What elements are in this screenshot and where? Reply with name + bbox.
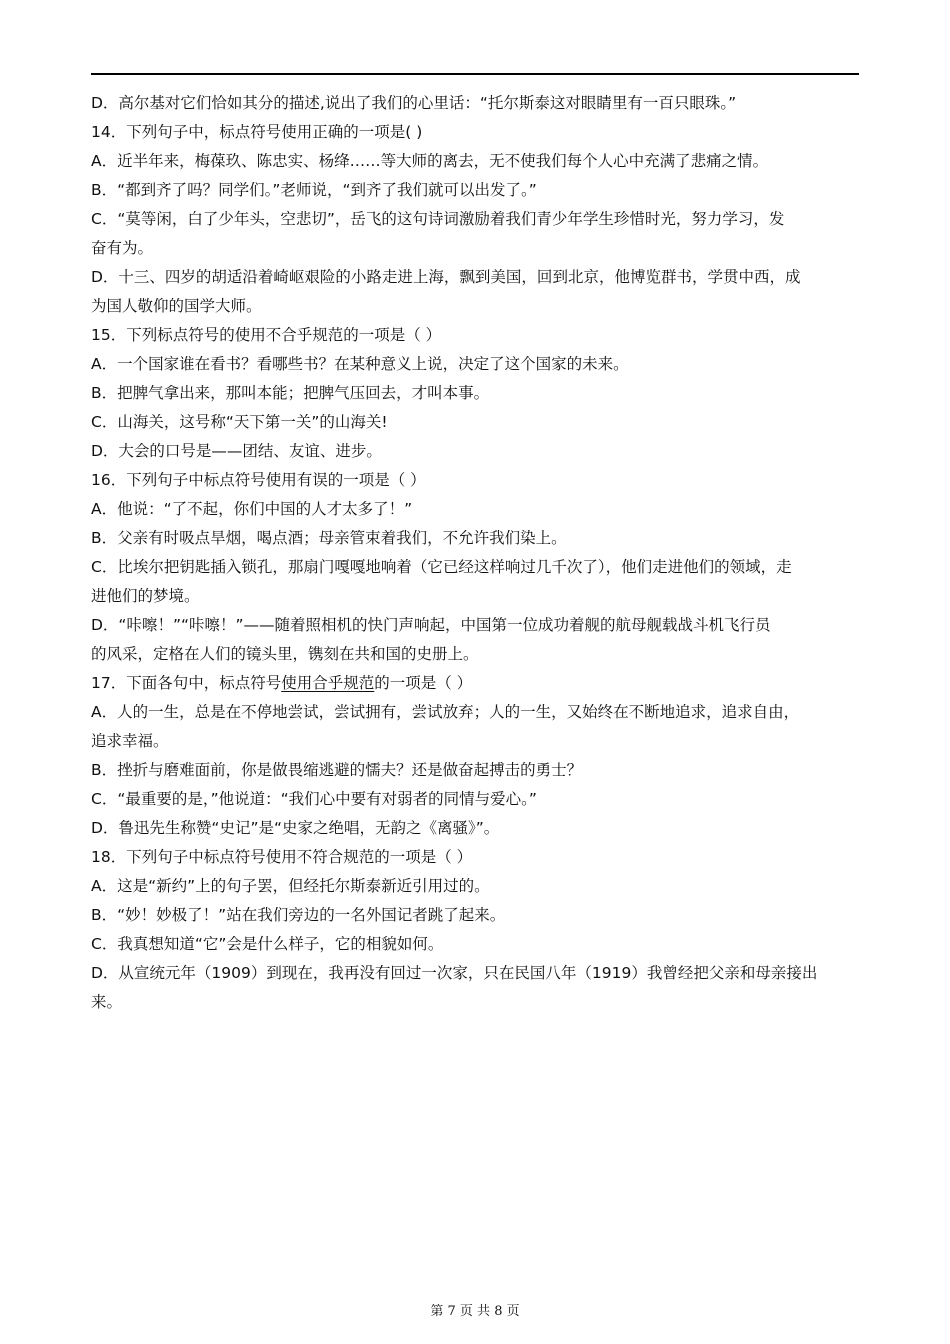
question-list bbox=[91, 89, 859, 1017]
page-number: 第 7 页 共 8 页 bbox=[430, 1304, 520, 1319]
q14-option-c: C．“莫等闲，白了少年头，空悲切”，岳飞的这句诗词激励着我们青少年学生珍惜时光，努力学习，发 bbox=[91, 210, 785, 228]
q18-option-c: C．我真想知道“它”会是什么样子，它的相貌如何。 bbox=[91, 935, 444, 953]
q18-option-a: A．这是“新约”上的句子罢，但经托尔斯泰新近引用过的。 bbox=[91, 877, 490, 895]
q16-option-c: C．比埃尔把钥匙插入锁孔，那扇门嘎嘎地响着（它已经这样响过几千次了），他们走进他们的领域，走 bbox=[91, 558, 792, 576]
q17-option-a: A．人的一生，总是在不停地尝试，尝试拥有，尝试放弃；人的一生，又始终在不断地追求，追求自由， bbox=[91, 703, 800, 721]
q17-option-b: B．挫折与磨难面前，你是做畏缩逃避的懦夫？还是做奋起搏击的勇士？ bbox=[91, 761, 583, 779]
q16-stem: 16．下列句子中标点符号使用有误的一项是（ ） bbox=[91, 471, 426, 489]
q16-option-d: D．“咔嚓！”“咔嚓！”——随着照相机的快门声响起，中国第一位成功着舰的航母舰载战斗机飞行员 bbox=[91, 616, 771, 634]
q16-option-a: A．他说：“了不起，你们中国的人才太多了！” bbox=[91, 500, 413, 518]
q16-option-c-cont: 进他们的梦境。 bbox=[91, 587, 200, 605]
q14-option-c-cont: 奋有为。 bbox=[91, 239, 154, 257]
q14-option-d-cont: 为国人敬仰的国学大师。 bbox=[91, 297, 262, 315]
header-rule bbox=[91, 73, 859, 75]
q16-option-d-cont: 的风采，定格在人们的镜头里，镌刻在共和国的史册上。 bbox=[91, 645, 479, 663]
q17-option-c: C．“最重要的是，”他说道：“我们心中要有对弱者的同情与爱心。” bbox=[91, 790, 537, 808]
q14-option-a: A．近半年来，梅葆玖、陈忠实、杨绛……等大师的离去，无不使我们每个人心中充满了悲痛之情。 bbox=[91, 152, 769, 170]
q14-option-d: D．十三、四岁的胡适沿着崎岖艰险的小路走进上海，飘到美国，回到北京，他博览群书，学贯中西，成 bbox=[91, 268, 801, 286]
q14-stem: 14．下列句子中，标点符号使用正确的一项是( ) bbox=[91, 123, 423, 141]
q14-option-b: B．“都到齐了吗？同学们。”老师说，“到齐了我们就可以出发了。” bbox=[91, 181, 537, 199]
q18-option-d-cont: 来。 bbox=[91, 993, 123, 1011]
q17-stem bbox=[91, 669, 859, 698]
q15-stem: 15．下列标点符号的使用不合乎规范的一项是（ ） bbox=[91, 326, 442, 344]
q15-option-d: D．大会的口号是——团结、友谊、进步。 bbox=[91, 442, 382, 460]
q17-stem-underlined: 使用合乎规范 bbox=[281, 674, 375, 692]
q16-option-b: B．父亲有时吸点旱烟，喝点酒；母亲管束着我们，不允许我们染上。 bbox=[91, 529, 567, 547]
q17-option-d: D．鲁迅先生称赞“史记”是“史家之绝唱，无韵之《离骚》”。 bbox=[91, 819, 500, 837]
q17-option-a-cont: 追求幸福。 bbox=[91, 732, 169, 750]
q15-option-c: C．山海关，这号称“天下第一关”的山海关! bbox=[91, 413, 388, 431]
q18-option-d: D．从宣统元年（1909）到现在，我再没有回过一次家，只在民国八年（1919）我曾经把父亲和母亲接出 bbox=[91, 964, 818, 982]
q15-option-a: A．一个国家谁在看书？看哪些书？在某种意义上说，决定了这个国家的未来。 bbox=[91, 355, 629, 373]
q17-stem-post: 的一项是（ ） bbox=[374, 674, 473, 692]
q18-option-b: B．“妙！妙极了！”站在我们旁边的一名外国记者跳了起来。 bbox=[91, 906, 506, 924]
q17-stem-pre: 17．下面各句中，标点符号 bbox=[91, 674, 282, 692]
q13-option-d: D．高尔基对它们恰如其分的描述,说出了我们的心里话：“托尔斯泰这对眼睛里有一百只眼珠。” bbox=[91, 94, 737, 112]
q18-stem: 18．下列句子中标点符号使用不符合规范的一项是（ ） bbox=[91, 848, 473, 866]
q15-option-b: B．把脾气拿出来，那叫本能；把脾气压回去，才叫本事。 bbox=[91, 384, 490, 402]
